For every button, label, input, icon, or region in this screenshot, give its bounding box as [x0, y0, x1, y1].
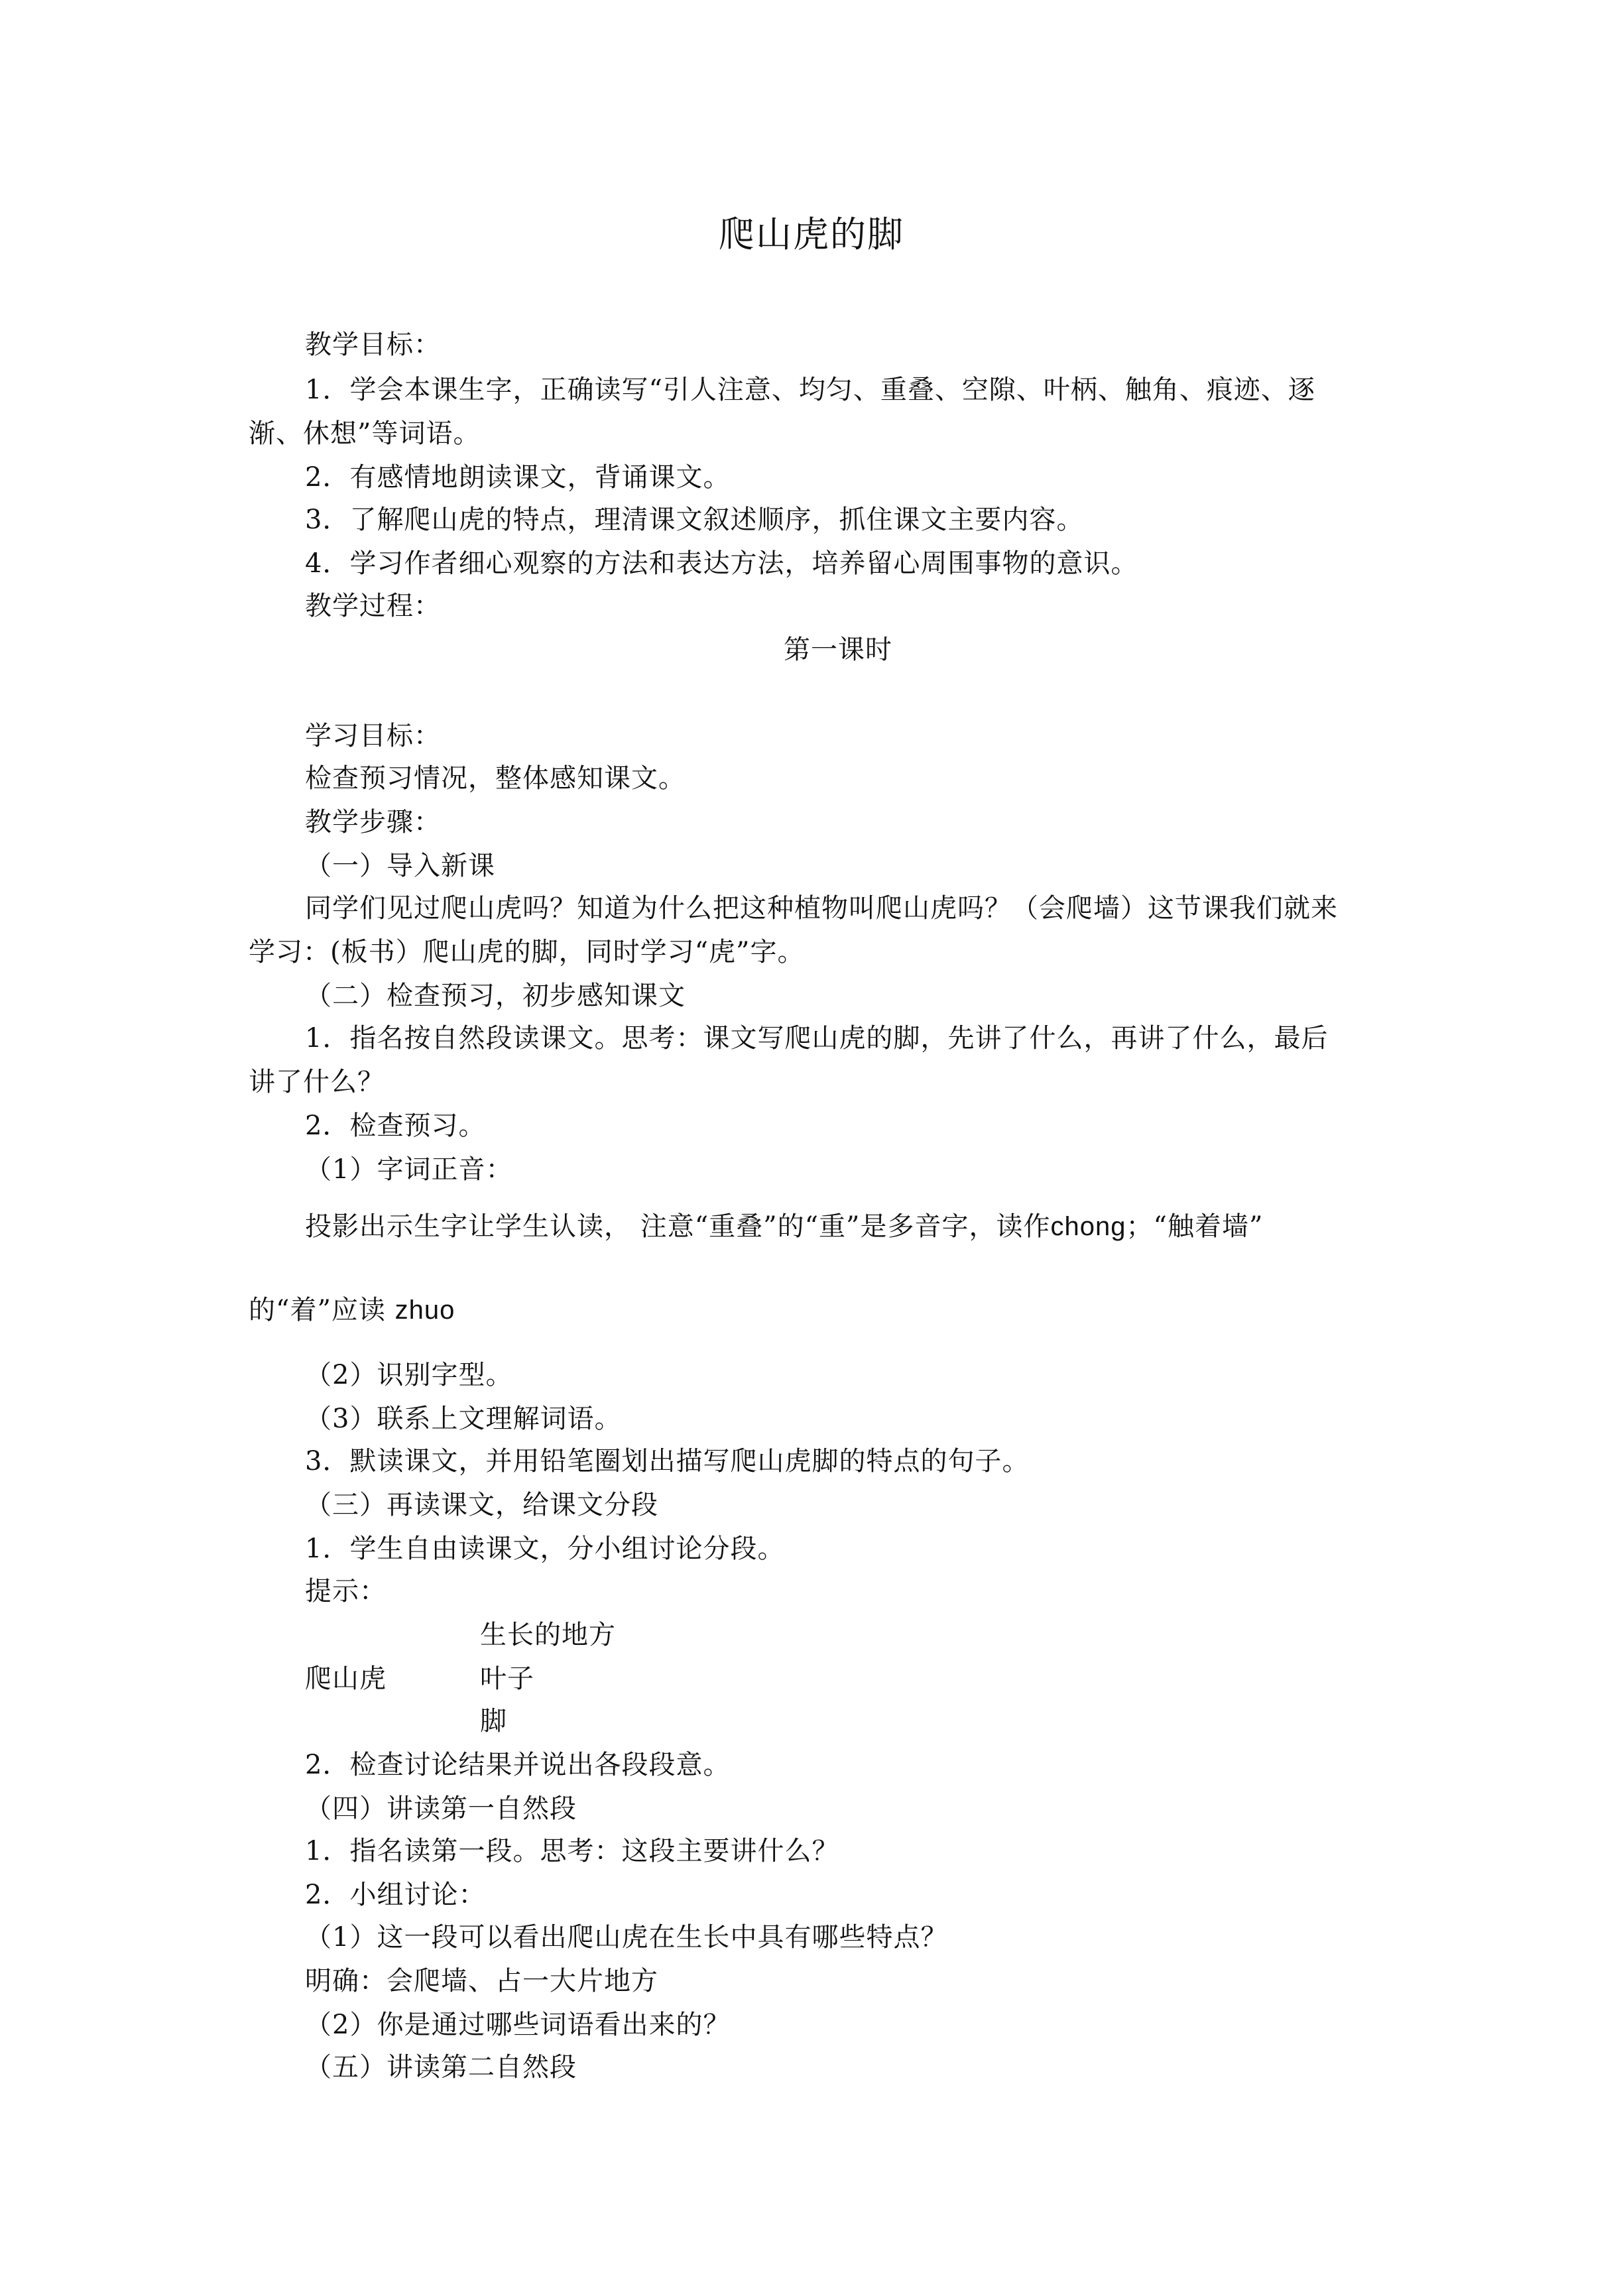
heading-teaching-steps: 教学步骤：: [305, 807, 441, 837]
pronunciation-text-b: ；“触着墙”: [1126, 1211, 1264, 1242]
step-4-answer: 明确：会爬墙、占一大片地方: [305, 1966, 658, 1996]
sub-item-3: （3）联系上文理解词语。: [305, 1404, 622, 1434]
step-1-heading: （一）导入新课: [305, 851, 495, 881]
goal-1-line-1: 1．学会本课生字，正确读写“引人注意、均匀、重叠、空隙、叶柄、触角、痕迹、逐: [305, 375, 1315, 405]
step-2-item-1-line-1: 1．指名按自然段读课文。思考：课文写爬山虎的脚，先讲了什么，再讲了什么，最后: [305, 1023, 1329, 1054]
hint-label: 提示：: [305, 1576, 387, 1606]
lesson-heading: 第一课时: [784, 634, 892, 665]
outline-root-pashanhu: 爬山虎: [305, 1663, 387, 1694]
sub-item-2: （2）识别字型。: [305, 1360, 513, 1390]
step-5-heading: （五）讲读第二自然段: [305, 2052, 577, 2083]
document-title: 爬山虎的脚: [719, 213, 904, 255]
learning-goal-text: 检查预习情况，整体感知课文。: [305, 763, 686, 794]
pinyin-chong: chong: [1050, 1212, 1126, 1241]
step-3-heading: （三）再读课文，给课文分段: [305, 1490, 658, 1520]
step-4-sub-item-1: （1）这一段可以看出爬山虎在生长中具有哪些特点？: [305, 1922, 948, 1953]
step-4-item-1: 1．指名读第一段。思考：这段主要讲什么？: [305, 1836, 839, 1866]
step-2-heading: （二）检查预习，初步感知课文: [305, 981, 686, 1011]
goal-4: 4．学习作者细心观察的方法和表达方法，培养留心周围事物的意识。: [305, 548, 1138, 579]
sub-item-1: （1）字词正音：: [305, 1154, 513, 1185]
step-4-item-2: 2．小组讨论：: [305, 1880, 486, 1910]
pronunciation-text-c: 的“着”应读: [249, 1295, 386, 1325]
pinyin-zhuo: zhuo: [394, 1296, 455, 1325]
step-1-paragraph-line-2: 学习：(板书）爬山虎的脚，同时学习“虎”字。: [249, 937, 805, 967]
step-2-item-1-line-2: 讲了什么？: [249, 1067, 385, 1097]
step-3-item-2: 2．检查讨论结果并说出各段段意。: [305, 1750, 731, 1780]
outline-feet: 脚: [480, 1706, 507, 1736]
pronunciation-line-2: [249, 1294, 455, 1326]
pronunciation-line-1: [305, 1211, 1263, 1242]
outline-growing-place: 生长的地方: [480, 1620, 616, 1650]
step-4-sub-item-2: （2）你是通过哪些词语看出来的？: [305, 2010, 731, 2040]
pronunciation-text-a: 投影出示生字让学生认读， 注意“重叠”的“重”是多音字，读作: [305, 1211, 1051, 1242]
heading-learning-goals: 学习目标：: [305, 721, 441, 751]
heading-teaching-process: 教学过程：: [305, 591, 441, 621]
heading-teaching-goals: 教学目标：: [305, 330, 441, 360]
step-4-heading: （四）讲读第一自然段: [305, 1793, 577, 1824]
step-2-item-2: 2．检查预习。: [305, 1111, 486, 1141]
goal-3: 3．了解爬山虎的特点，理清课文叙述顺序，抓住课文主要内容。: [305, 505, 1084, 535]
outline-leaves: 叶子: [480, 1663, 534, 1694]
step-2-item-3: 3．默读课文，并用铅笔圈划出描写爬山虎脚的特点的句子。: [305, 1446, 1030, 1477]
goal-2: 2．有感情地朗读课文，背诵课文。: [305, 462, 731, 493]
step-3-item-1: 1．学生自由读课文，分小组讨论分段。: [305, 1534, 785, 1564]
goal-1-line-2: 渐、休想”等词语。: [249, 418, 481, 449]
step-1-paragraph-line-1: 同学们见过爬山虎吗？知道为什么把这种植物叫爬山虎吗？（会爬墙）这节课我们就来: [305, 893, 1338, 924]
